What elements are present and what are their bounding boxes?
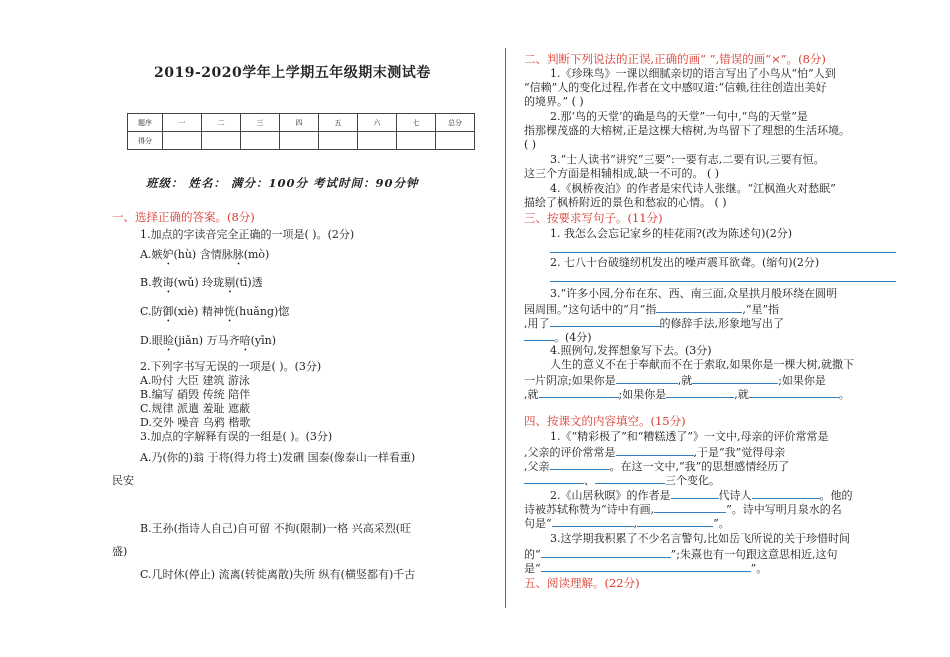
question-text: 2.下列字书写无误的一项是( )。(3分): [140, 360, 322, 373]
section-heading: 五、阅读理解。(22分): [524, 576, 640, 590]
text: 一片阴凉;如果你是: [524, 374, 616, 387]
text: ,就: [734, 388, 749, 401]
fill-blank[interactable]: [524, 472, 584, 484]
option-b: B.王孙(指诗人自己)自可留 不拘(限制)一格 兴高采烈(旺: [140, 522, 412, 535]
option-text: (huǎng)惚: [234, 305, 290, 318]
fill-blank[interactable]: [752, 487, 820, 499]
text: 、: [584, 474, 595, 487]
text: 代诗人: [718, 489, 752, 502]
fill-blank[interactable]: [541, 546, 671, 558]
fill-blank[interactable]: [552, 515, 634, 527]
option-text: (tī)透: [235, 276, 263, 289]
question-text: 1. 我怎么会忘记家乡的桂花雨?(改为陈述句)(2分): [550, 227, 793, 240]
option-text: D.眼: [140, 334, 163, 347]
score-cell: 七: [397, 114, 436, 132]
text: ,“星”指: [742, 303, 780, 316]
option-a: A.乃(你的)翁 于将(得力将士)发硎 国泰(像泰山一样看重): [140, 451, 416, 464]
score-input-cell[interactable]: [280, 132, 319, 150]
fill-blank[interactable]: [637, 515, 713, 527]
dotted-char: 剔: [224, 276, 236, 289]
text: ,就: [524, 388, 539, 401]
fill-blank[interactable]: [595, 472, 665, 484]
option-text: A.嫉: [140, 248, 163, 261]
text: ,父亲: [524, 460, 550, 473]
option-b: B.编写 硝毁 传统 陪伴: [140, 388, 251, 401]
question-text: 2. 七八十台破缝纫机发出的噪声震耳欲聋。(缩句)(2分): [550, 256, 820, 269]
text: 。: [838, 388, 850, 401]
text: 三个变化。: [665, 474, 720, 487]
fill-blank[interactable]: [616, 372, 678, 384]
statement-text: 1.《珍珠鸟》一课以细腻亲切的语言写出了小鸟从“怕”人到: [550, 67, 836, 80]
score-cell: 总分: [436, 114, 475, 132]
section-heading: 四、按课文的内容填空。(15分): [524, 414, 686, 428]
text: ,父亲的评价常常是: [524, 446, 616, 459]
fill-blank[interactable]: [616, 444, 694, 456]
score-input-cell[interactable]: [163, 132, 202, 150]
statement-text: 描绘了枫桥附近的景色和愁寂的心情。 ( ): [524, 196, 727, 209]
statement-text: 的境界。” ( ): [524, 95, 584, 108]
option-c: C.几时休(停止) 流离(转徙离散)失所 纵有(横竖都有)千古: [140, 568, 416, 581]
text: ,: [633, 517, 638, 530]
option-d: [140, 334, 276, 354]
score-input-cell[interactable]: [241, 132, 280, 150]
text: 园周围。”这句话中的“月”指: [524, 303, 657, 316]
score-cell: 题序: [128, 114, 163, 132]
question-text: [524, 515, 730, 531]
fill-blank[interactable]: [656, 301, 742, 313]
option-text: (xiè) 精神: [173, 305, 224, 318]
option-text: (mò): [243, 248, 270, 261]
section-heading: 二、判断下列说法的正误,正确的画“ ”,错误的画“×”。(8分): [524, 52, 826, 66]
score-cell: 三: [241, 114, 280, 132]
fill-blank[interactable]: [692, 372, 778, 384]
text: 。他的: [819, 489, 853, 502]
score-input-cell[interactable]: [358, 132, 397, 150]
text: 。(4分): [554, 331, 592, 344]
score-input-cell[interactable]: [436, 132, 475, 150]
option-b-cont: 盛): [112, 545, 128, 558]
text: 是“: [524, 562, 541, 575]
answer-line[interactable]: [550, 252, 896, 253]
score-table-row: [128, 114, 475, 132]
column-divider: [505, 48, 506, 608]
statement-text: “信赖”人的变化过程,作者在文中感叹道:“信赖,往往创造出美好: [524, 81, 827, 94]
score-input-cell[interactable]: [397, 132, 436, 150]
text: 句是“: [524, 517, 552, 530]
option-a: [140, 248, 269, 268]
text: ,就: [677, 374, 693, 387]
left-column: [112, 0, 494, 657]
fill-blank[interactable]: [749, 386, 839, 398]
option-text: B.教: [140, 276, 163, 289]
question-text: 3.加点的字解释有误的一组是( )。(3分): [140, 430, 333, 443]
question-text: [524, 386, 850, 402]
section-heading: 三、按要求写句子。(11分): [524, 211, 663, 225]
option-a: A.吩付 大臣 建筑 游泳: [140, 374, 250, 387]
question-text: 3.这学期我积累了不少名言警句,比如岳飞所说的关于珍惜时间: [550, 532, 850, 545]
text: 诗被苏轼称赞为“诗中有画,: [524, 503, 655, 516]
fill-blank[interactable]: [550, 315, 660, 327]
text: ”。: [713, 517, 730, 530]
question-text: 1.《“精彩极了”和“糟糕透了”》一文中,母亲的评价常常是: [550, 430, 829, 443]
option-c: C.规律 派遣 羞耻 遮蔽: [140, 402, 251, 415]
score-cell: 四: [280, 114, 319, 132]
text: 2.《山居秋暝》的作者是: [550, 489, 671, 502]
text: ;如果你是: [778, 374, 826, 387]
text: ”;朱熹也有一句跟这意思相近,这句: [670, 548, 838, 561]
dotted-char: 睑: [162, 334, 174, 347]
statement-text: 这三个方面是相辅相成,缺一不可的。 ( ): [524, 167, 720, 180]
statement-text: 4.《枫桥夜泊》的作者是宋代诗人张继。“江枫渔火对愁眠”: [550, 182, 836, 195]
dotted-char: 御: [162, 305, 174, 318]
text: ;如果你是: [618, 388, 667, 401]
option-text: (wǔ) 玲珑: [173, 276, 225, 289]
fill-blank[interactable]: [666, 386, 734, 398]
text: ,于是“我”觉得母亲: [693, 446, 786, 459]
text: 的修辞手法,形象地写出了: [659, 317, 784, 330]
example-sentence: 人生的意义不在于奉献而不在于索取,如果你是一棵大树,就撒下: [550, 358, 854, 371]
option-b: [140, 276, 263, 296]
question-text: 1.加点的字读音完全正确的一项是( )。(2分): [140, 228, 355, 241]
fill-blank[interactable]: [671, 487, 719, 499]
question-text: 4.照例句,发挥想象写下去。(3分): [550, 344, 712, 357]
text: ”。诗中写明月泉水的名: [726, 503, 842, 516]
score-input-cell[interactable]: [202, 132, 241, 150]
answer-line[interactable]: [550, 281, 896, 282]
dotted-char: 妒: [162, 248, 174, 261]
question-text: 3.“许多小园,分布在东、西、南三面,众星拱月般环绕在圆明: [550, 287, 838, 300]
score-cell: 六: [358, 114, 397, 132]
question-text: [524, 329, 592, 345]
dotted-char: 恍: [223, 305, 235, 318]
text: 。在这一文中,“我”的思想感情经历了: [609, 460, 790, 473]
question-text: [524, 560, 767, 576]
option-text: C.防: [140, 305, 163, 318]
fill-blank[interactable]: [524, 329, 554, 341]
dotted-char: 脉: [232, 248, 244, 261]
option-text: (jiǎn) 万马齐: [173, 334, 240, 347]
option-text: (yīn): [250, 334, 276, 347]
statement-text: 3.“士人读书”讲究“三要”:一要有志,二要有识,三要有恒。: [550, 153, 825, 166]
statement-text: ( ): [524, 138, 537, 151]
fill-blank[interactable]: [539, 386, 619, 398]
score-cell: 得分: [128, 132, 163, 150]
option-c: [140, 305, 289, 325]
option-text: (hù) 含情脉: [173, 248, 233, 261]
score-cell: 一: [163, 114, 202, 132]
exam-info: 班级： 姓名： 满分：100分 考试时间：90分钟: [146, 176, 419, 190]
text: ,用了: [524, 317, 550, 330]
text: ”。: [750, 562, 768, 575]
right-column: [524, 0, 904, 657]
question-text: [524, 472, 720, 488]
score-input-cell[interactable]: [319, 132, 358, 150]
fill-blank[interactable]: [550, 458, 610, 470]
dotted-char: 喑: [239, 334, 251, 347]
option-d: D.交外 噪音 乌鸦 楷歌: [140, 416, 251, 429]
text: 的“: [524, 548, 541, 561]
statement-text: 2.那‘鸟的天堂’的确是鸟的天堂”一句中,“鸟的天堂”是: [550, 110, 808, 123]
exam-title: 2019-2020学年上学期五年级期末测试卷: [154, 65, 431, 81]
score-cell: 五: [319, 114, 358, 132]
score-table: [127, 113, 475, 150]
fill-blank[interactable]: [541, 560, 751, 572]
score-cell: 二: [202, 114, 241, 132]
option-a-cont: 民安: [112, 474, 134, 487]
score-table-row: [128, 132, 475, 150]
section-heading: 一、选择正确的答案。(8分): [112, 210, 255, 224]
statement-text: 指那棵茂盛的大榕树,正是这棵大榕树,为鸟留下了理想的生活环境。: [524, 124, 850, 137]
dotted-char: 诲: [162, 276, 174, 289]
fill-blank[interactable]: [654, 501, 726, 513]
